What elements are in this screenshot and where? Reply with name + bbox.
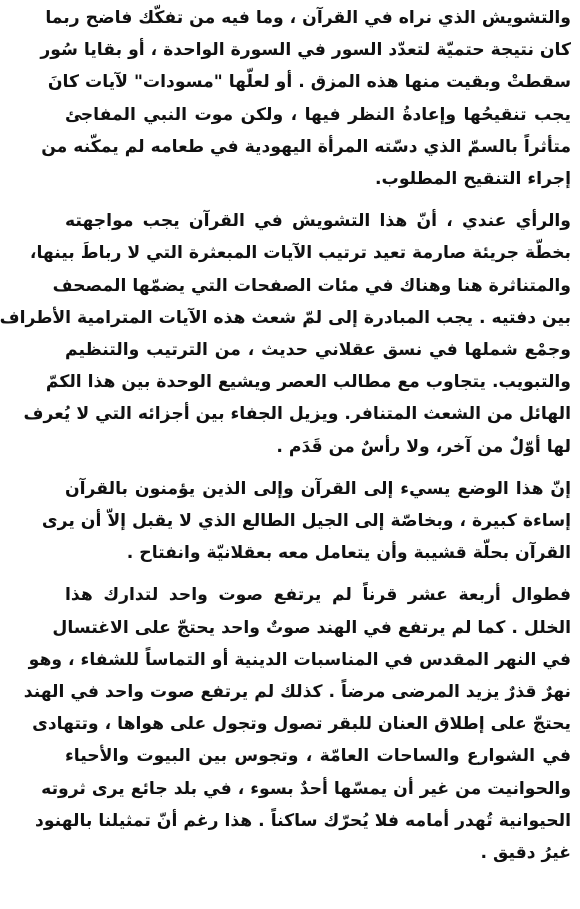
text-line: بخطّة جريئة صارمة تعيد ترتيب الآيات المبعثرة التي لا رباطَ بينها، xyxy=(29,243,571,264)
paragraph-1 xyxy=(40,2,571,195)
text-line: غيرُ دقيق . xyxy=(480,843,571,864)
text-line: كان نتيجة حتميّة لتعدّد السور في السورة الواحدة ، أو بقايا سُور xyxy=(40,40,571,61)
text-line: والرأي عندي ، أنّ هذا التشويش في القرآن يجب مواجهته xyxy=(65,211,571,232)
text-line: إنّ هذا الوضع يسيء إلى القرآن وإلى الذين يؤمنون بالقرآن xyxy=(65,478,571,499)
paragraph-2 xyxy=(0,205,571,463)
text-line: بين دفتيه . يجب المبادرة إلى لمّ شعث هذه الآيات المترامية الأطراف xyxy=(0,307,571,328)
text-line: يحتجّ على إطلاق العنان للبقر تصول وتجول على هواها ، وتتهادى xyxy=(32,714,571,735)
text-line: سقطتْ وبقيت منها هذه المزق . أو لعلّها "مسودات" لآيات كانَ xyxy=(47,72,571,93)
text-line: الحيوانية تُهدر أمامه فلا يُحرّك ساكناً . هذا رغم أنّ تمثيلنا بالهنود xyxy=(35,810,571,831)
text-line: في الشوارع والساحات العامّة ، وتجوس بين البيوت والأحياء xyxy=(65,746,571,767)
text-line: والتشويش الذي نراه في القرآن ، وما فيه من تفكّك فاضح ربما xyxy=(45,8,571,28)
text-line: نهرٌ قذرٌ يزيد المرضى مرضاً . كذلك لم يرتفع صوت واحد في الهند xyxy=(23,682,571,703)
paragraph-4 xyxy=(23,579,571,869)
text-line: متأثراً بالسمّ الذي دسّته المرأة اليهودية في طعامه لم يمكّنه من xyxy=(41,136,571,157)
text-line: الخلل . كما لم يرتفع في الهند صوتٌ واحد يحتجّ على الاغتسال xyxy=(52,617,571,638)
book-page xyxy=(0,2,571,907)
text-line: الهائل من الشعث المتنافر. ويزيل الجفاء بين أجزائه التي لا يُعرف xyxy=(23,404,571,425)
text-line: وجمْع شملها في نسق عقلاني حديث ، من الترتيب والتنظيم xyxy=(65,340,571,361)
paragraph-3 xyxy=(41,473,571,570)
text-line: لها أوّلٌ من آخر، ولا رأسٌ من قَدَم . xyxy=(276,436,571,457)
text-line: فطوال أربعة عشر قرناً لم يرتفع صوت واحد لتدارك هذا xyxy=(65,585,571,606)
text-line: إساءة كبيرة ، وبخاصّة إلى الجيل الطالع الذي لا يقبل إلاّ أن يرى xyxy=(41,511,571,532)
text-line: القرآن بحلّة قشيبة وأن يتعامل معه بعقلانيّة وانفتاح . xyxy=(126,543,571,564)
text-line: والتبويب. يتجاوب مع مطالب العصر ويشيع الوحدة بين هذا الكمّ xyxy=(45,372,571,393)
text-line: إجراء التنقيح المطلوب. xyxy=(375,169,571,190)
text-line: والمتناثرة هنا وهناك في مئات الصفحات التي يضمّها المصحف xyxy=(52,275,571,296)
text-line: يجب تنقيحُها وإعادةُ النظر فيها ، ولكن موت النبي المفاجئ xyxy=(65,104,571,125)
text-line: والحوانيت من غير أن يمسّها أحدٌ بسوء ، في بلد جائع يرى ثروته xyxy=(41,778,571,799)
text-line: في النهر المقدس في المناسبات الدينية أو التماساً للشفاء ، وهو xyxy=(28,649,571,670)
